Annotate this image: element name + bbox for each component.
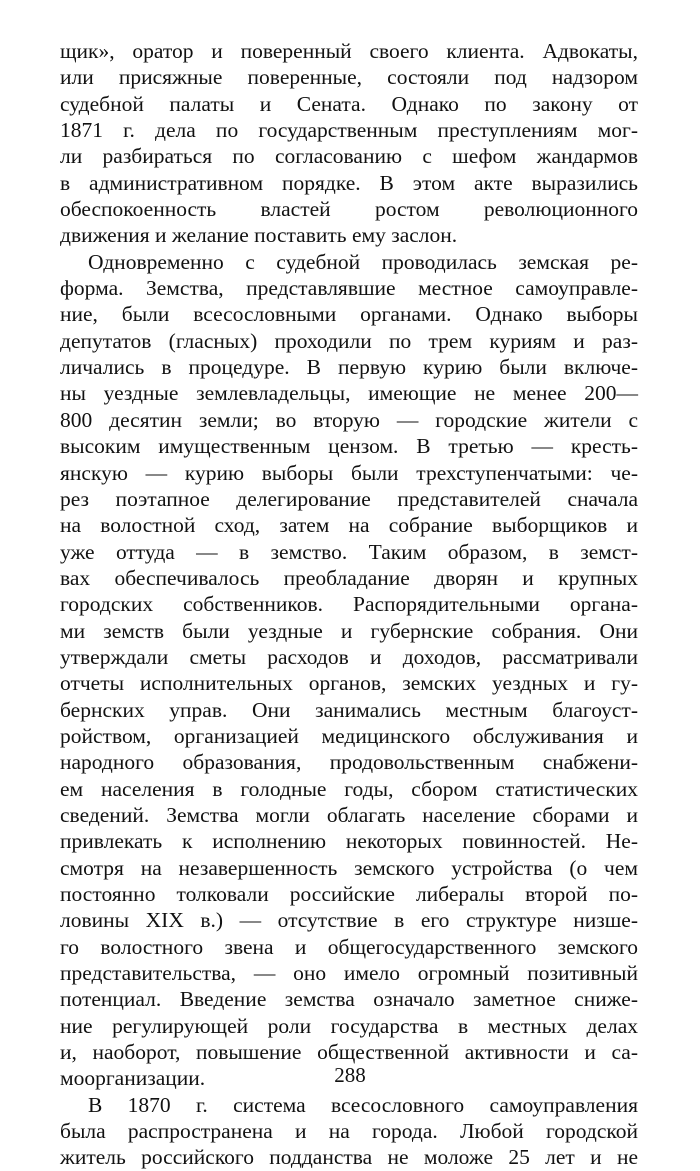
text-line: потенциал. Введение земства означало заметное сниже- — [60, 987, 638, 1012]
text-line: житель российского подданства не моложе 25 лет и не — [60, 1145, 638, 1170]
text-line: моорганизации. — [60, 1066, 206, 1091]
text-line: янскую — курию выборы были трехступенчатыми: че- — [60, 460, 638, 485]
text-line: ны уездные землевладельцы, имеющие не менее 200— — [60, 381, 638, 406]
paragraph — [60, 38, 638, 249]
text-line: ем населения в голодные годы, сбором статистических — [60, 776, 638, 801]
text-line: го волостного звена и общегосударственного земского — [60, 934, 638, 959]
text-line: ми земств были уездные и губернские собрания. Они — [60, 618, 638, 643]
text-line: 800 десятин земли; во вторую — городские жители с — [60, 407, 638, 432]
text-line: вах обеспечивалось преобладание дворян и крупных — [60, 565, 638, 590]
text-line: ние, были всесословными органами. Однако выборы — [60, 302, 638, 327]
text-line: привлекать к исполнению некоторых повинностей. Не- — [60, 829, 638, 854]
body-text — [60, 38, 638, 1171]
page-number: 288 — [334, 1063, 366, 1087]
text-line: Одновременно с судебной проводилась земская ре- — [88, 249, 638, 274]
text-line: сведений. Земства могли облагать население сборами и — [60, 802, 638, 827]
text-line: на волостной сход, затем на собрание выборщиков и — [60, 513, 638, 538]
text-line: щик», оратор и поверенный своего клиента. Адвокаты, — [60, 39, 638, 63]
text-line: или присяжные поверенные, состояли под надзором — [60, 65, 638, 90]
text-line: личались в процедуре. В первую курию были включе- — [60, 355, 638, 380]
text-line: утверждали сметы расходов и доходов, рассматривали — [60, 644, 638, 669]
text-line: ние регулирующей роли государства в местных делах — [60, 1013, 638, 1038]
text-line: В 1870 г. система всесословного самоуправления — [88, 1092, 638, 1117]
text-line: в административном порядке. В этом акте выразились — [60, 170, 638, 195]
text-line: ли разбираться по согласованию с шефом жандармов — [60, 144, 638, 169]
text-line: бернских управ. Они занимались местным благоуст- — [60, 697, 638, 722]
text-line: постоянно толковали российские либералы второй по- — [60, 882, 638, 906]
text-line: форма. Земства, представлявшие местное самоуправле- — [60, 276, 638, 301]
text-line: народного образования, продовольственным снабжени- — [60, 750, 638, 775]
text-line: высоким имущественным цензом. В третью — кресть- — [60, 434, 638, 459]
text-line: движения и желание поставить ему заслон. — [60, 223, 458, 248]
text-line: и, наоборот, повышение общественной активности и са- — [60, 1040, 638, 1065]
text-line: представительства, — оно имело огромный позитивный — [60, 961, 638, 986]
text-line: ройством, организацией медицинского обслуживания и — [60, 723, 638, 748]
text-line: ловины XIX в.) — отсутствие в его структуре низше- — [60, 908, 638, 933]
paragraph — [60, 1092, 638, 1171]
text-line: депутатов (гласных) проходили по трем куриям и раз- — [60, 328, 638, 353]
text-line: рез поэтапное делегирование представителей сначала — [60, 486, 638, 511]
text-line: судебной палаты и Сената. Однако по закону от — [60, 91, 638, 116]
text-line: была распространена и на города. Любой городской — [60, 1119, 638, 1144]
text-line: смотря на незавершенность земского устройства (о чем — [60, 855, 638, 880]
text-line: обеспокоенность властей ростом революционного — [60, 197, 638, 222]
text-line: отчеты исполнительных органов, земских уездных и гу- — [60, 671, 638, 696]
text-line: 1871 г. дела по государственным преступлениям мог- — [60, 118, 638, 143]
text-line: городских собственников. Распорядительными органа- — [60, 592, 638, 617]
text-line: уже оттуда — в земство. Таким образом, в земст- — [60, 539, 638, 564]
paragraph — [60, 249, 638, 1092]
